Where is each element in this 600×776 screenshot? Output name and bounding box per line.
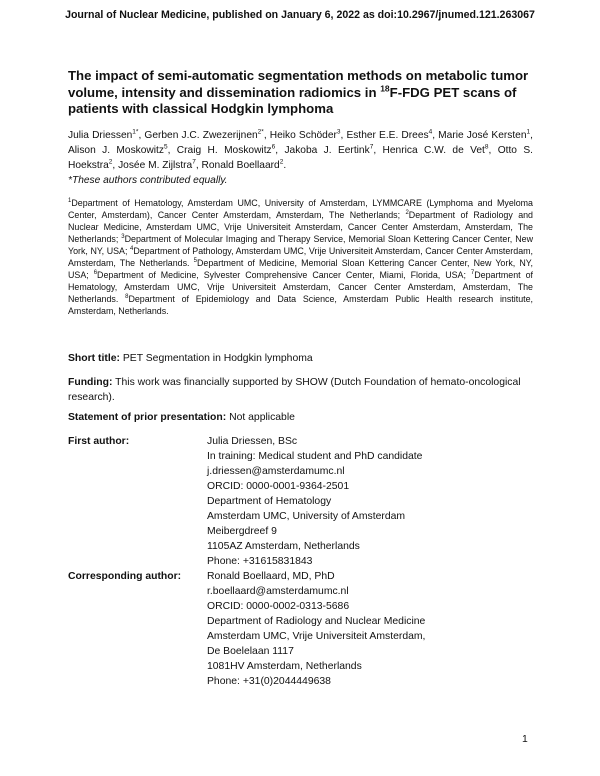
affiliation-text: Department of Medicine, Sylvester Comprehensive Cancer Center, Miami, Florida, USA; — [97, 270, 466, 280]
title-part-1: The impact of semi-automatic segmentation methods on metabolic tumor volume, intensity and dissemination radiomics in — [68, 68, 529, 100]
corresponding-author-label: Corresponding author: — [68, 571, 182, 582]
first-author-line: In training: Medical student and PhD candidate — [207, 451, 423, 462]
author-affiliation-sup: 8 — [484, 143, 489, 151]
funding-label: Funding: — [68, 377, 113, 388]
affiliation-number: 2 — [405, 210, 409, 217]
first-author-label: First author: — [68, 436, 130, 447]
corresponding-author-line: Amsterdam UMC, Vrije Universiteit Amsterdam, — [207, 631, 426, 642]
affiliation-text: Department of Hematology, Amsterdam UMC, Vrije Universiteit Amsterdam, Cancer Center Amsterdam, Amsterdam, The Netherlands. — [68, 270, 533, 304]
short-title — [68, 351, 528, 366]
author-separator: , — [275, 145, 285, 156]
affiliation-number: 8 — [125, 294, 129, 301]
prior-presentation-value: Not applicable — [229, 412, 295, 423]
title-isotope-superscript: 18 — [380, 83, 390, 94]
affiliation-text: Department of Molecular Imaging and Therapy Service, Memorial Sloan Kettering Cancer Center, New York, NY, USA; — [68, 234, 533, 256]
corresponding-author-line: r.boellaard@amsterdamumc.nl — [207, 586, 349, 597]
first-author-line: Department of Hematology — [207, 496, 332, 507]
author-name: Josée M. Zijlstra — [118, 160, 193, 171]
author-separator: , — [432, 130, 439, 141]
first-author-details — [207, 434, 537, 569]
author-affiliation-sup: 7 — [192, 158, 196, 166]
author-name: Gerben J.C. Zwezerijnen — [144, 130, 258, 141]
author-affiliation-sup: 5 — [163, 143, 168, 151]
page-number: 1 — [522, 734, 528, 745]
affiliation-text: Department of Hematology, Amsterdam UMC, University of Amsterdam, LYMMCARE (Lymphoma and Myeloma Center, Amsterdam), Cancer Center Amsterdam, Amsterdam, The Netherlands; — [68, 198, 533, 220]
prior-presentation-statement — [68, 410, 528, 425]
corresponding-author-line: Department of Radiology and Nuclear Medicine — [207, 616, 426, 627]
author-name: Henrica C.W. de Vet — [382, 145, 485, 156]
author-separator: , — [112, 160, 119, 171]
affiliation-text: Department of Epidemiology and Data Science, Amsterdam Public Health research institute, Amsterdam, Netherlands. — [68, 294, 533, 316]
affiliation-number: 4 — [130, 246, 134, 253]
corresponding-author-line: ORCID: 0000-0002-0313-5686 — [207, 601, 350, 612]
author-separator: . — [283, 160, 287, 171]
author-separator: , — [167, 145, 177, 156]
author-separator: , — [138, 130, 145, 141]
author-separator: , — [373, 145, 383, 156]
author-affiliation-sup: 2 — [279, 158, 284, 166]
corresponding-author-line: 1081HV Amsterdam, Netherlands — [207, 661, 362, 672]
first-author-line: Julia Driessen, BSc — [207, 436, 298, 447]
title-part-2: F-FDG PET scans of patients with classical Hodgkin lymphoma — [68, 84, 517, 116]
author-separator: , — [488, 145, 498, 156]
first-author-line: ORCID: 0000-0001-9364-2501 — [207, 481, 350, 492]
prior-presentation-label: Statement of prior presentation: — [68, 412, 227, 423]
author-name: Julia Driessen — [68, 130, 133, 141]
affiliation-number: 3 — [121, 234, 125, 241]
author-name: Alison J. Moskowitz — [68, 145, 164, 156]
author-affiliation-sup: 7 — [369, 143, 374, 151]
affiliation-number: 5 — [193, 258, 197, 265]
author-separator: , — [263, 130, 270, 141]
author-list — [68, 128, 533, 188]
author-name: Jakoba J. Eertink — [284, 145, 370, 156]
affiliation-number: 7 — [470, 270, 475, 277]
author-affiliation-sup: 2 — [108, 158, 113, 166]
affiliation-text: Department of Pathology, Amsterdam UMC, Vrije Universiteit Amsterdam, Cancer Center Amsterdam, Amsterdam, The Netherlands. — [68, 246, 533, 268]
equal-contribution-note: *These authors contributed equally. — [68, 175, 228, 186]
affiliation-number: 1 — [68, 198, 72, 205]
short-title-label: Short title: — [68, 353, 120, 364]
affiliation-text: Department of Medicine, Memorial Sloan Kettering Cancer Center, New York, NY, USA; — [68, 258, 533, 280]
corresponding-author-line: De Boelelaan 1117 — [207, 646, 294, 657]
author-affiliation-sup: 2* — [257, 128, 264, 136]
author-affiliation-sup: 3 — [336, 128, 341, 136]
author-separator: , — [340, 130, 347, 141]
first-author-line: j.driessen@amsterdamumc.nl — [207, 466, 345, 477]
paper-title — [68, 68, 538, 118]
author-separator: , — [195, 160, 202, 171]
author-name: Esther E.E. Drees — [346, 130, 429, 141]
affiliation-text: Department of Radiology and Nuclear Medicine, Amsterdam UMC, Vrije Universiteit Amsterdam, Cancer Center Amsterdam, Amsterdam, The Netherlands; — [68, 210, 533, 244]
affiliation-number: 6 — [93, 270, 98, 277]
funding-statement — [68, 375, 528, 405]
author-name: Ronald Boellaard — [201, 160, 280, 171]
author-names — [68, 130, 533, 171]
corresponding-author-line: Phone: +31(0)2044449638 — [207, 676, 331, 687]
first-author-line: Amsterdam UMC, University of Amsterdam — [207, 511, 406, 522]
first-author-line: Phone: +31615831843 — [207, 556, 313, 567]
author-affiliation-sup: 1* — [132, 128, 139, 136]
affiliations — [68, 197, 533, 317]
corresponding-author-details — [207, 569, 537, 689]
author-name: Otto S. Hoekstra — [68, 145, 533, 171]
funding-value: This work was financially supported by SHOW (Dutch Foundation of hemato-oncological research). — [68, 377, 521, 403]
author-name: Craig H. Moskowitz — [176, 145, 272, 156]
first-author-line: Meibergdreef 9 — [207, 526, 277, 537]
author-affiliation-sup: 1 — [526, 128, 531, 136]
author-name: Marie José Kersten — [438, 130, 527, 141]
author-affiliation-sup: 4 — [428, 128, 433, 136]
author-affiliation-sup: 6 — [271, 143, 276, 151]
author-name: Heiko Schöder — [269, 130, 337, 141]
author-separator: , — [530, 130, 533, 141]
short-title-value: PET Segmentation in Hodgkin lymphoma — [122, 353, 313, 364]
first-author-line: 1105AZ Amsterdam, Netherlands — [207, 541, 360, 552]
journal-header: Journal of Nuclear Medicine, published on January 6, 2022 as doi:10.2967/jnumed.121.263067 — [65, 9, 535, 21]
corresponding-author-line: Ronald Boellaard, MD, PhD — [207, 571, 335, 582]
